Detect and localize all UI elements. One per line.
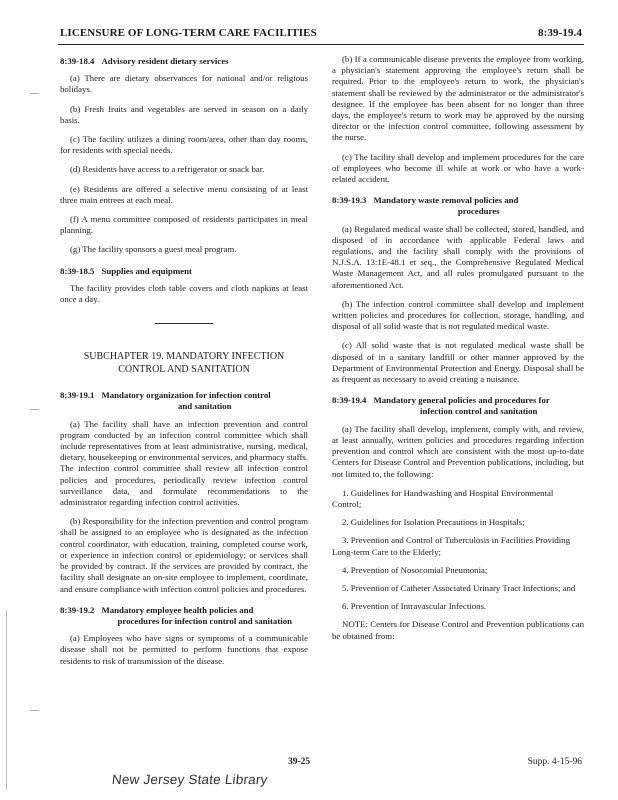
list-item: 6. Prevention of Intravascular Infections. xyxy=(342,601,487,612)
page-number: 39-25 xyxy=(288,757,311,767)
section-heading: 8:39-19.1 Mandatory organization for infection control and sanitation xyxy=(60,390,271,412)
paragraph: (c) The facility shall develop and implement procedures for the care of employees who become ill while at work or who have a work-related accident. xyxy=(332,151,584,185)
section-heading: 8:39-19.4 Mandatory general policies and procedures for infection control and sanitation xyxy=(332,395,550,417)
list-item: 3. Prevention and Control of Tuberculosis in Facilities Providing Long-term Care to the Elderly; xyxy=(332,535,570,557)
subchapter-title: SUBCHAPTER 19. MANDATORY INFECTION CONTROL AND SANITATION xyxy=(83,351,285,376)
left-column xyxy=(60,54,308,675)
paragraph: (d) Residents have access to a refrigerator or snack bar. xyxy=(70,164,265,175)
paragraph: (c) The facility utilizes a dining room/area, other than day rooms, for residents with special needs. xyxy=(60,134,308,156)
margin-tick-icon: — xyxy=(30,88,39,98)
header-section-code: 8:39-19.4 xyxy=(538,27,582,39)
list-item: 5. Prevention of Catheter Associated Urinary Tract Infections; and xyxy=(342,582,576,593)
section-heading: 8:39-18.5 Supplies and equipment xyxy=(60,265,192,276)
library-stamp: New Jersey State Library xyxy=(111,772,269,787)
paragraph: (b) Fresh fruits and vegetables are served in season on a daily basis. xyxy=(60,103,308,125)
paragraph: (e) Residents are offered a selective menu consisting of at least three main entrees at each meal. xyxy=(60,183,308,205)
supplement-date: Supp. 4-15-96 xyxy=(527,757,582,767)
header-rule xyxy=(58,44,584,45)
section-divider xyxy=(155,323,213,324)
section-heading: 8:39-19.2 Mandatory employee health policies and procedures for infection control and sanitation xyxy=(60,604,292,626)
paragraph: (a) The facility shall have an infection prevention and control program conducted by an infection control committee which shall include representatives from at least administrative, nursing, medical, dietary, housekeeping or environmental services, and pharmacy staffs. The infection control committee shall review all infection control policies and procedures, periodically review infection control surveillance data, and formulate recommendations to the administrator regarding infection control activities. xyxy=(60,418,308,508)
list-item: 2. Guidelines for Isolation Precautions in Hospitals; xyxy=(342,517,525,528)
paragraph: (a) Employees who have signs or symptoms of a communicable disease shall not be permitted to perform functions that expose residents to risk of transmission of the disease. xyxy=(60,633,308,666)
paragraph: (b) Responsibility for the infection prevention and control program shall be assigned to an employee who is designated as the infection control coordinator, with education, training, completed course work, or experience in infection control or epidemiology; or services shall be provided by contract. If the services are provided by contract, the facility shall designate an on-site employee to implement, coordinate, and ensure compliance with infection control policies and procedures. xyxy=(60,516,308,594)
paragraph: (a) There are dietary observances for national and/or religious holidays. xyxy=(60,73,308,95)
running-header xyxy=(60,27,582,39)
margin-tick-icon: — xyxy=(30,705,39,715)
header-title: LICENSURE OF LONG-TERM CARE FACILITIES xyxy=(60,27,317,39)
paragraph: (a) The facility shall develop, implement, comply with, and review, at least annually, written policies and procedures regarding infection prevention and control which are consistent with the most up-to-date Centers for Disease Control and Prevention publications, including, but not limited to, the following: xyxy=(332,423,584,479)
paragraph: The facility provides cloth table covers and cloth napkins at least once a day. xyxy=(60,282,308,305)
paragraph: (b) The infection control committee shall develop and implement written policies and procedures for collection, storage, handling, and disposal of all solid waste that is not regulated medical waste. xyxy=(332,298,584,332)
list-item: 1. Guidelines for Handwashing and Hospital Environmental Control; xyxy=(332,487,554,509)
paragraph: (a) Regulated medical waste shall be collected, stored, handled, and disposed of in accordance with applicable Federal laws and regulations, and the facility shall comply with the provisions of N.J.S.A. 13:1E-48.1 et seq., the Comprehensive Regulated Medical Waste Management Act, and all rules promulgated pursuant to the aforementioned Act. xyxy=(332,223,584,290)
paragraph: (g) The facility sponsors a guest meal program. xyxy=(70,244,237,255)
scan-margin-line xyxy=(6,610,7,790)
list-item: 4. Prevention of Nosocomial Pneumonia; xyxy=(342,564,488,575)
note: NOTE: Centers for Disease Control and Prevention publications can be obtained from: xyxy=(332,619,584,641)
paragraph: (f) A menu committee composed of residents participates in meal planning. xyxy=(60,214,308,236)
margin-tick-icon: — xyxy=(30,404,39,414)
section-heading: 8:39-19.3 Mandatory waste removal policies and procedures xyxy=(332,195,519,217)
section-heading: 8:39-18.4 Advisory resident dietary services xyxy=(60,56,229,66)
paragraph: (b) If a communicable disease prevents the employee from working, a physician's statement approving the employee's return shall be required. Prior to the employee's return to work, the physician's statement shall be reviewed by the administrator or the administrator's designee. If the employee has been absent for no longer than three days, the employee's return to work may be approved by the nursing director or the infection control committee, following assessment by the nurse. xyxy=(332,54,584,143)
right-column xyxy=(332,54,584,650)
paragraph: (c) All solid waste that is not regulated medical waste shall be disposed of in a sanitary landfill or other manner approved by the Department of Environmental Protection and Energy. Disposal shall be as frequent as necessary to avoid creating a nuisance. xyxy=(332,340,584,385)
